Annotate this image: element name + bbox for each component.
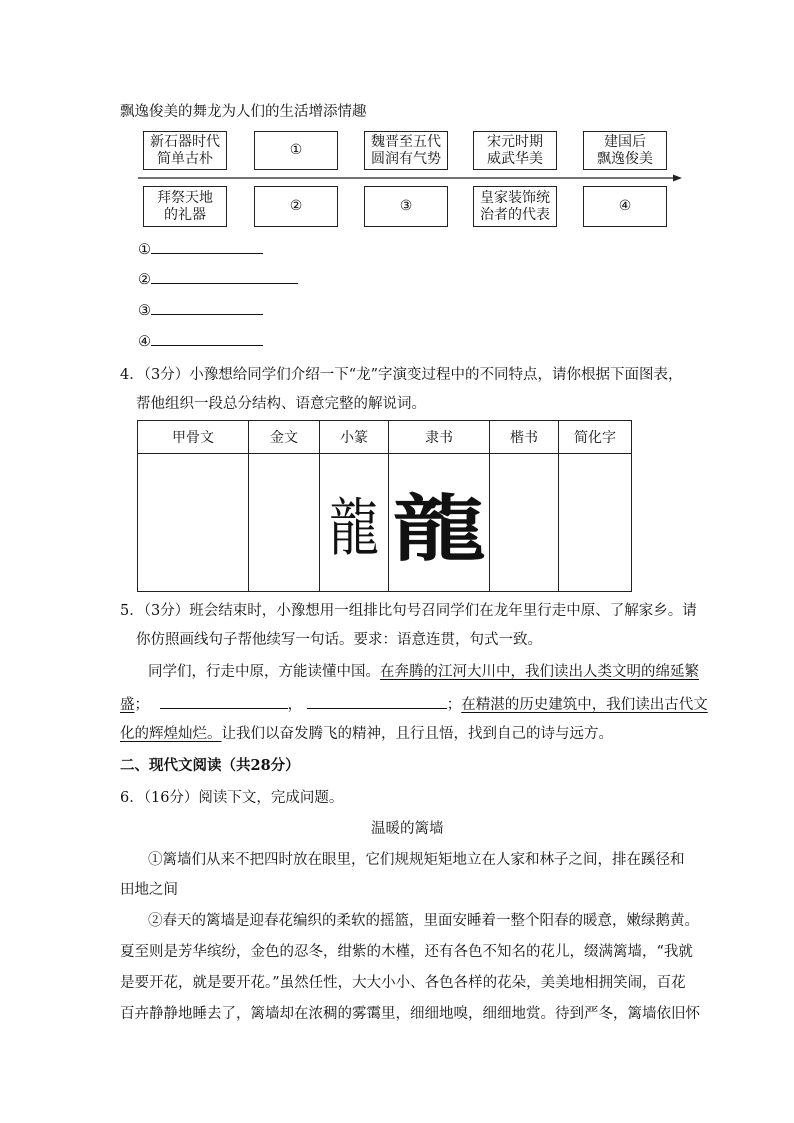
cell-clerical bbox=[389, 454, 490, 592]
q5-blank-2[interactable] bbox=[307, 693, 447, 709]
q4-line-1: 4．（3分）小豫想给同学们介绍一下“龙”字演变过程中的不同特点，请你根据下面图表， bbox=[120, 367, 683, 383]
cell-oracle bbox=[138, 454, 249, 592]
header-clerical: 隶书 bbox=[389, 421, 490, 454]
header-oracle: 甲骨文 bbox=[138, 421, 249, 454]
dragon-evolution-table bbox=[137, 420, 632, 592]
article-title: 温暖的篱墙 bbox=[371, 821, 444, 837]
answer-row-3 bbox=[138, 299, 263, 321]
q6-line: 6．（16分）阅读下文，完成问题。 bbox=[120, 790, 344, 806]
answer-blank-2[interactable] bbox=[151, 268, 298, 284]
article-para2-line2: 夏至则是芳华缤纷，金色的忍冬，绀紫的木槿，还有各色不知名的花儿，缀满篱墙，“我就 bbox=[120, 944, 693, 960]
cell-bronze bbox=[249, 454, 320, 592]
timeline-box-bottom-5: ④ bbox=[583, 186, 667, 227]
answer-row-1 bbox=[138, 238, 263, 260]
q4-line-2: 帮他组织一段总分结构、语意完整的解说词。 bbox=[136, 396, 426, 412]
seal-script-glyph: 龍 bbox=[329, 491, 379, 564]
article-para2-line1: ②春天的篱墙是迎春花编织的柔软的摇篮，里面安睡着一整个阳春的暖意，嫩绿鹅黄。 bbox=[148, 913, 699, 929]
answer-blank-1[interactable] bbox=[151, 238, 263, 254]
q5-blank-1[interactable] bbox=[160, 693, 288, 709]
article-para2-line3: 是要开花，就是要开花。”虽然任性，大大小小、各色各样的花朵，美美地相拥笑闹，百花 bbox=[120, 975, 686, 991]
answer-mark-4: ④ bbox=[138, 334, 151, 350]
answer-mark-1: ① bbox=[138, 242, 151, 258]
article-para2-line4: 百卉静静地睡去了，篱墙却在浓稠的雾霭里，细细地嗅，细细地赏。待到严冬，篱墙依旧怀 bbox=[120, 1006, 700, 1022]
section-2-heading: 二、现代文阅读（共28分） bbox=[120, 757, 300, 774]
timeline-box-top-3: 魏晋至五代 圆润有气势 bbox=[364, 131, 448, 170]
cell-small-seal bbox=[320, 454, 389, 592]
timeline-box-bottom-3: ③ bbox=[364, 186, 448, 227]
article-para1-line1: ①篱墙们从来不把四时放在眼里，它们规规矩矩地立在人家和林子之间，排在蹊径和 bbox=[148, 852, 685, 868]
timeline-box-top-2: ① bbox=[254, 131, 338, 170]
q5-line-2: 你仿照画线句子帮他续写一句话。要求：语意连贯，句式一致。 bbox=[136, 632, 542, 648]
answer-blank-3[interactable] bbox=[151, 299, 263, 315]
timeline-box-bottom-1: 拜祭天地 的礼器 bbox=[143, 186, 227, 227]
answer-mark-3: ③ bbox=[138, 303, 151, 319]
clerical-script-glyph: 龍 bbox=[392, 485, 486, 571]
cell-regular bbox=[490, 454, 559, 592]
article-para1-line2: 田地之间 bbox=[120, 882, 178, 898]
timeline-box-top-5: 建国后 飘逸俊美 bbox=[583, 131, 667, 170]
header-simplified: 简化字 bbox=[559, 421, 632, 454]
timeline-box-bottom-4: 皇家装饰统 治者的代表 bbox=[473, 186, 557, 227]
header-small-seal: 小篆 bbox=[320, 421, 389, 454]
q5-para-line-2: 盛； ， ；在精湛的历史建筑中，我们读出古代文 bbox=[120, 693, 708, 715]
answer-blank-4[interactable] bbox=[151, 330, 263, 346]
timeline-box-bottom-2: ② bbox=[254, 186, 338, 227]
header-bronze: 金文 bbox=[249, 421, 320, 454]
answer-mark-2: ② bbox=[138, 272, 151, 288]
q5-para-line-3: 化的辉煌灿烂。让我们以奋发腾飞的精神，且行且悟，找到自己的诗与远方。 bbox=[120, 726, 613, 742]
timeline-box-top-4: 宋元时期 威武华美 bbox=[473, 131, 557, 170]
header-regular: 楷书 bbox=[490, 421, 559, 454]
timeline-box-top-1: 新石器时代 简单古朴 bbox=[143, 131, 227, 170]
answer-row-2 bbox=[138, 268, 298, 290]
answer-row-4 bbox=[138, 330, 263, 352]
intro-line: 飘逸俊美的舞龙为人们的生活增添情趣 bbox=[120, 104, 367, 120]
q5-para-line-1: 同学们，行走中原，方能读懂中国。在奔腾的江河大川中，我们读出人类文明的绵延繁 bbox=[148, 664, 699, 680]
cell-simplified bbox=[559, 454, 632, 592]
q5-line-1: 5．（3分）班会结束时，小豫想用一组排比句号召同学们在龙年里行走中原、了解家乡。请 bbox=[120, 603, 697, 619]
timeline-arrow bbox=[136, 172, 684, 184]
